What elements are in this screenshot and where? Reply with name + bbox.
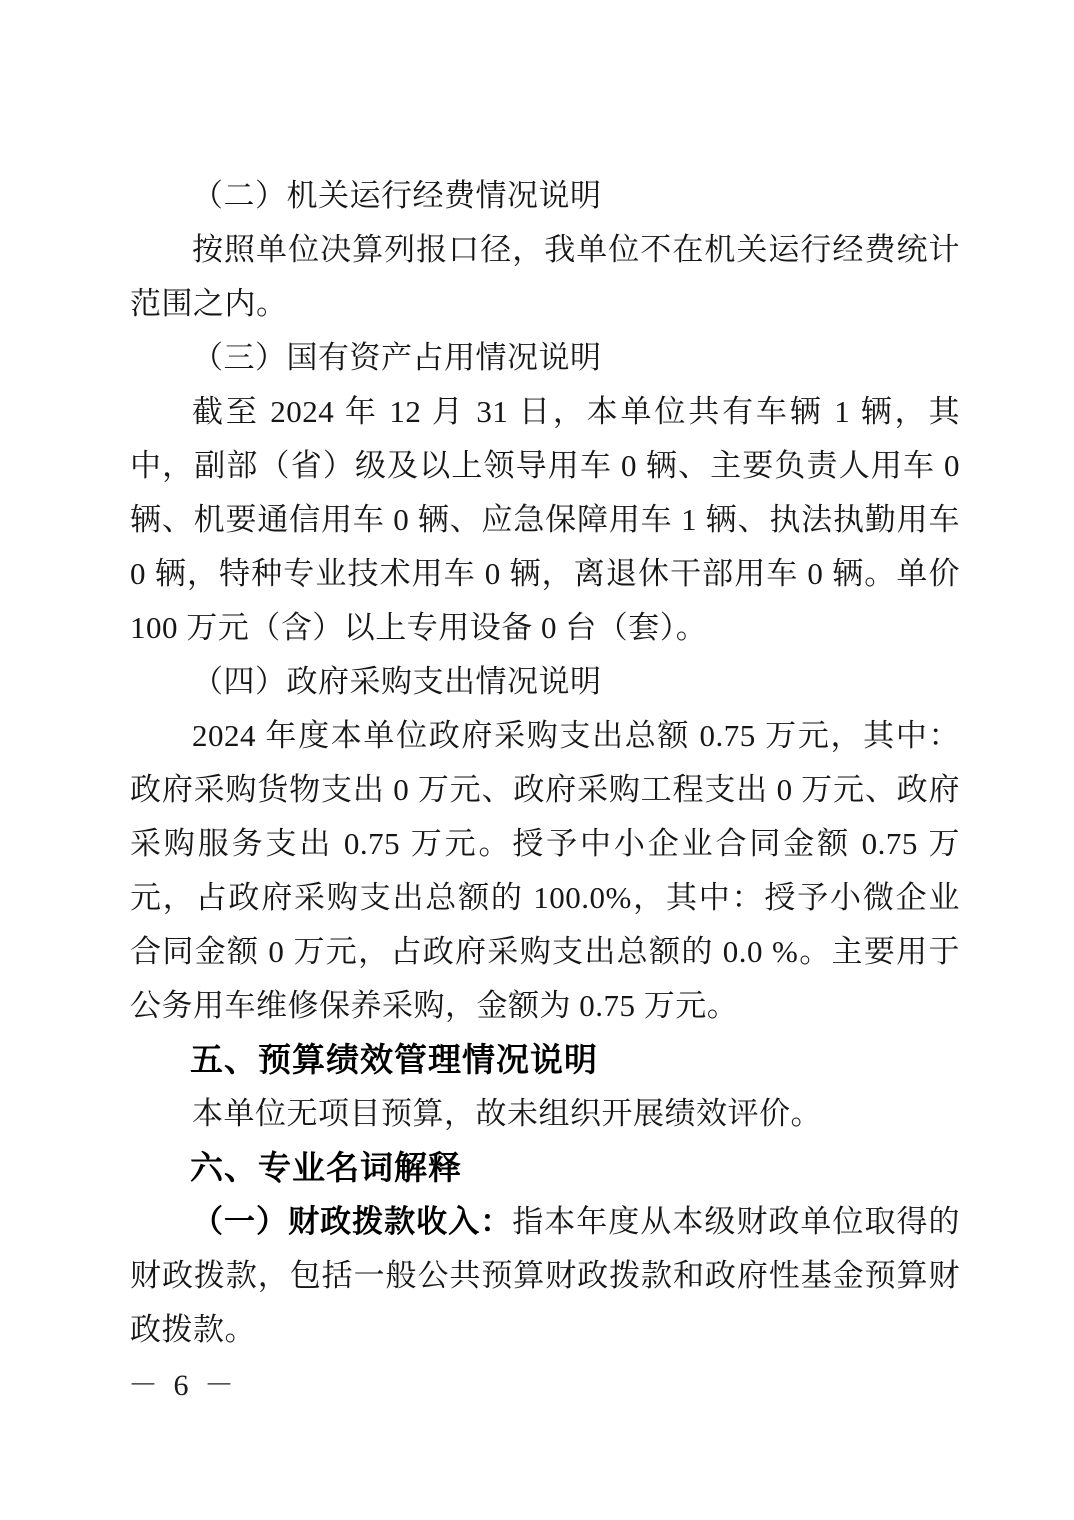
section-subheading-org-operating-expenses: （二）机关运行经费情况说明 <box>192 178 602 213</box>
section-heading-budget-performance: 五、预算绩效管理情况说明 <box>190 1041 599 1078</box>
term-definition-text: 指本年度从本级财政单位取得的财政拨款，包括一般公共预算财政拨款和政府性基金预算财政拨款。 <box>130 1204 960 1347</box>
paragraph-gov-procurement: 2024 年度本单位政府采购支出总额 0.75 万元，其中：政府采购货物支出 0 万元、政府采购工程支出 0 万元、政府采购服务支出 0.75 万元。授予中小企业合同金额 0.75 万元，占政府采购支出总额的 100.0%，其中：授予小微企业合同金额 0 万元，占政府采购支出总额的 0.0 %。主要用于公务用车维修保养采购，金额为 0.75 万元。 <box>130 718 960 1023</box>
page-number: － 6 － <box>128 1369 238 1402</box>
section-subheading-gov-procurement: （四）政府采购支出情况说明 <box>192 664 602 699</box>
paragraph-state-assets: 截至 2024 年 12 月 31 日，本单位共有车辆 1 辆，其中，副部（省）级及以上领导用车 0 辆、主要负责人用车 0 辆、机要通信用车 0 辆、应急保障用车 1 辆、执法执勤用车 0 辆，特种专业技术用车 0 辆，离退休干部用车 0 辆。单价 100 万元（含）以上专用设备 0 台（套）。 <box>130 394 960 645</box>
paragraph-budget-performance: 本单位无项目预算，故未组织开展绩效评价。 <box>192 1096 822 1131</box>
section-heading-terminology: 六、专业名词解释 <box>190 1149 463 1186</box>
document-body <box>130 169 960 1357</box>
section-subheading-state-assets: （三）国有资产占用情况说明 <box>192 340 602 375</box>
term-lead-fiscal-appropriation: （一）财政拨款收入： <box>192 1204 513 1239</box>
paragraph-org-operating-expenses: 按照单位决算列报口径，我单位不在机关运行经费统计范围之内。 <box>130 232 960 321</box>
paragraph-term-definition <box>130 1195 960 1357</box>
